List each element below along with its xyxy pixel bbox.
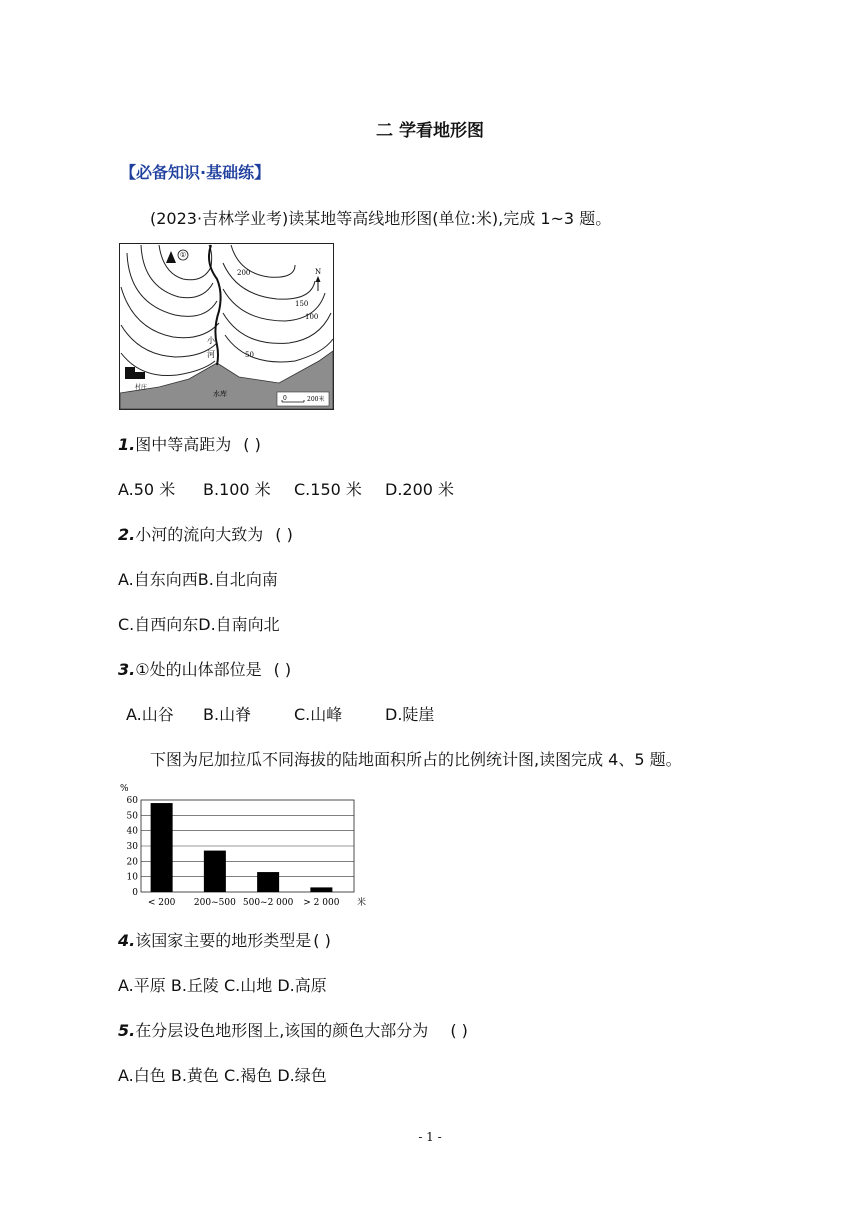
question-number: 3. xyxy=(118,660,136,679)
village-icon-part xyxy=(135,372,145,379)
question-text: 图中等高距为 xyxy=(135,435,232,454)
contour-label-100: 100 xyxy=(305,313,319,321)
option-a: A.山谷 xyxy=(126,705,174,724)
question-text: ①处的山体部位是 xyxy=(135,660,262,679)
question-5 xyxy=(118,1018,468,1041)
option-d: D.陡崖 xyxy=(385,705,435,724)
option-c: C.150 米 xyxy=(294,480,362,499)
contour-label-200: 200 xyxy=(237,269,251,277)
contour-map xyxy=(119,243,334,410)
option-d: D.200 米 xyxy=(385,480,455,499)
contour-label-150: 150 xyxy=(295,300,309,308)
option-a: A.50 米 xyxy=(118,480,176,499)
page-title: 二 学看地形图 xyxy=(376,121,484,141)
answer-blank: ( ) xyxy=(243,435,261,454)
elevation-bar-chart xyxy=(118,782,373,910)
option-row-ab: A.自东向西B.自北向南 xyxy=(118,570,278,589)
river-label-2: 河 xyxy=(207,350,215,359)
bar xyxy=(204,851,226,892)
question-1 xyxy=(118,432,261,455)
y-tick-label: 0 xyxy=(132,888,138,898)
scale-end: 200米 xyxy=(307,396,325,403)
question-text: 小河的流向大致为 xyxy=(135,525,264,544)
question-3 xyxy=(118,657,291,680)
point-label: ① xyxy=(179,251,187,259)
question-number: 2. xyxy=(118,525,136,544)
village-label: 村庄 xyxy=(135,384,148,391)
intro-text-1: (2023·吉林学业考)读某地等高线地形图(单位:米),完成 1~3 题。 xyxy=(150,209,612,228)
y-tick-label: 60 xyxy=(126,796,138,806)
village-icon xyxy=(125,367,135,379)
question-text: 该国家主要的地形类型是 xyxy=(135,931,312,950)
question-number: 1. xyxy=(118,435,136,454)
bar xyxy=(310,887,332,892)
y-tick-label: 30 xyxy=(126,842,138,852)
question-text: 在分层设色地形图上,该国的颜色大部分为 xyxy=(135,1021,429,1040)
option-row-cd: C.自西向东D.自南向北 xyxy=(118,615,280,634)
y-tick-label: 10 xyxy=(126,872,138,883)
option-row: A.平原 B.丘陵 C.山地 D.高原 xyxy=(118,976,327,995)
x-tick-label: 200~500 xyxy=(193,898,236,908)
river-label-1: 小 xyxy=(207,336,215,345)
answer-blank: ( ) xyxy=(273,660,292,679)
question-number: 4. xyxy=(118,931,136,950)
section-heading: 【必备知识·基础练】 xyxy=(120,163,271,182)
y-tick-label: 50 xyxy=(126,811,138,822)
contour-label-50: 50 xyxy=(245,351,254,359)
bar xyxy=(151,803,173,892)
y-axis-unit: % xyxy=(120,784,129,794)
x-tick-label: 500~2 000 xyxy=(242,898,294,908)
option-c: C.山峰 xyxy=(294,705,343,724)
y-tick-label: 20 xyxy=(126,857,138,868)
option-row: A.白色 B.黄色 C.褐色 D.绿色 xyxy=(118,1066,327,1085)
answer-blank: ( ) xyxy=(313,931,331,950)
question-number: 5. xyxy=(118,1021,136,1040)
answer-blank: ( ) xyxy=(450,1021,468,1040)
x-axis-unit: 米 xyxy=(357,898,367,908)
north-label: N xyxy=(314,268,322,276)
option-b: B.100 米 xyxy=(203,480,271,499)
x-tick-label: > 2 000 xyxy=(303,898,340,908)
page-number: - 1 - xyxy=(418,1130,442,1144)
bar xyxy=(257,872,279,892)
y-tick-label: 40 xyxy=(126,826,138,837)
reservoir-label: 水库 xyxy=(213,390,227,398)
question-4 xyxy=(118,928,331,951)
question-2 xyxy=(118,522,293,545)
intro-text-2: 下图为尼加拉瓜不同海拔的陆地面积所占的比例统计图,读图完成 4、5 题。 xyxy=(150,750,682,769)
scale-zero: 0 xyxy=(283,395,287,402)
x-tick-label: < 200 xyxy=(147,898,176,908)
answer-blank: ( ) xyxy=(275,525,293,544)
option-b: B.山脊 xyxy=(203,705,252,724)
